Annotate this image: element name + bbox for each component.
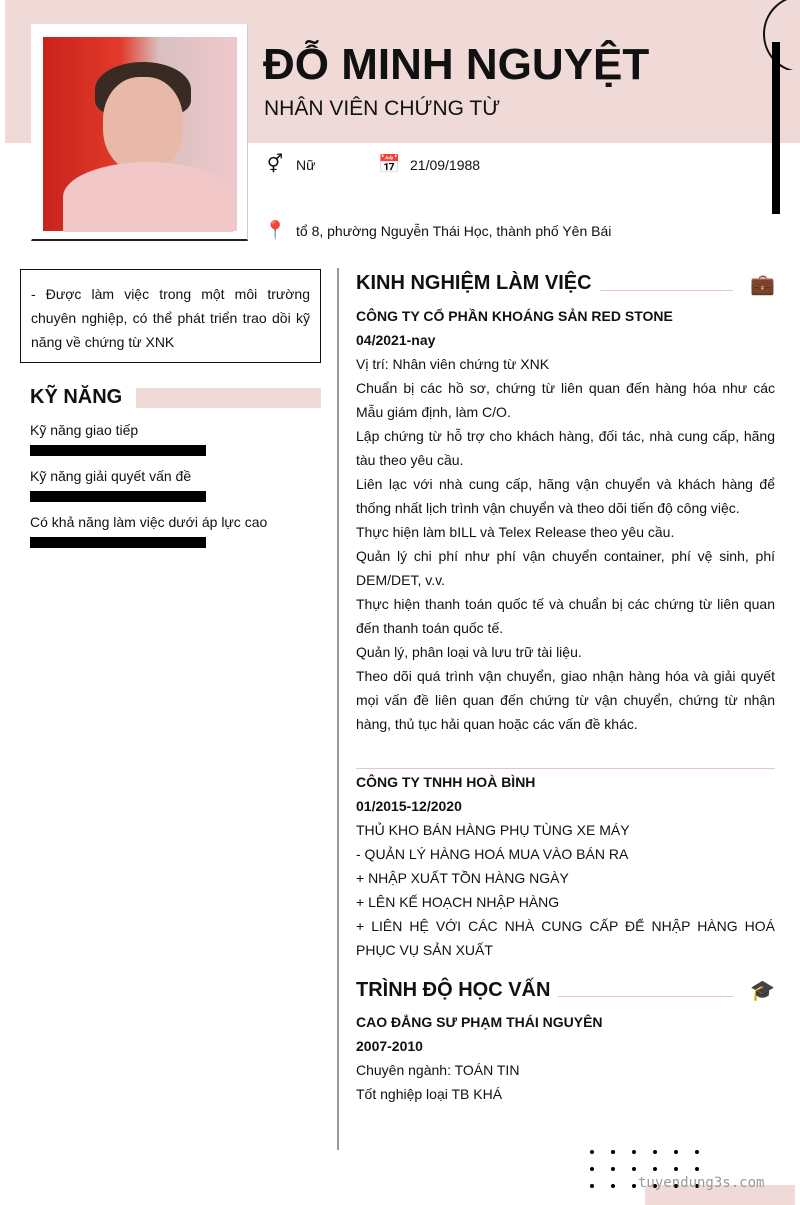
calendar-icon: 📅 [378,154,401,174]
dob-text: 21/09/1988 [410,156,481,173]
briefcase-icon: 💼 [750,274,775,296]
job-2 [356,770,775,962]
education-heading: TRÌNH ĐỘ HỌC VẤN [356,979,551,1001]
skill-label: Có khả năng làm việc dưới áp lực cao [30,514,268,530]
experience-heading: KINH NGHIỆM LÀM VIỆC [356,272,592,294]
job-line: Liên lạc với nhà cung cấp, hãng vận chuyển và khách hàng để thống nhất lịch trình vận chuyển và theo dõi tiến độ công việc. [356,476,775,516]
photo-frame [31,24,248,241]
skill-label: Kỹ năng giải quyết vấn đề [30,468,192,484]
gender-text: Nữ [296,156,316,173]
skill-bar [30,537,206,548]
watermark: tuyendung3s.com [638,1175,765,1191]
job-line: Quản lý chi phí như phí vận chuyển container, phí vệ sinh, phí DEM/DET, v.v. [356,548,775,588]
job-line: Thực hiện thanh toán quốc tế và chuẩn bị các chứng từ liên quan đến thanh toán quốc tế. [356,596,775,636]
job-1 [356,304,775,736]
job-line: Theo dõi quá trình vận chuyển, giao nhận hàng hóa và giải quyết mọi vấn đề liên quan đến chứng từ vận chuyển, chứng từ nhận hàng, thủ tục hải quan hoặc các vấn đề khác. [356,668,775,732]
job-line: - QUẢN LÝ HÀNG HOÁ MUA VÀO BÁN RA [356,846,629,862]
job-line: Vị trí: Nhân viên chứng từ XNK [356,356,550,372]
job-period: 04/2021-nay [356,332,436,348]
graduation-cap-icon: 🎓 [750,980,775,1002]
education-line: Chuyên ngành: TOÁN TIN [356,1062,520,1078]
address-info [264,220,611,241]
heading-line [558,996,733,997]
job-line: THỦ KHO BÁN HÀNG PHỤ TÙNG XE MÁY [356,822,630,838]
job-line: + LÊN KẾ HOẠCH NHẬP HÀNG [356,894,560,910]
location-pin-icon: 📍 [264,220,287,240]
company-name: CÔNG TY TNHH HOÀ BÌNH [356,774,536,790]
job-line: Quản lý, phân loại và lưu trữ tài liệu. [356,644,582,660]
skills-heading: KỸ NĂNG [30,386,123,408]
job-separator [356,768,775,769]
company-name: CÔNG TY CỔ PHẦN KHOÁNG SẢN RED STONE [356,308,673,324]
education-line: Tốt nghiệp loại TB KHÁ [356,1086,503,1102]
skill-label: Kỹ năng giao tiếp [30,422,139,438]
column-divider [337,268,339,1150]
job-period: 01/2015-12/2020 [356,798,462,814]
decorative-bar [772,42,780,214]
dob-info [378,154,480,175]
decorative-circle [760,0,800,70]
job-line: + LIÊN HỆ VỚI CÁC NHÀ CUNG CẤP ĐỂ NHẬP HÀNG HOÁ PHỤC VỤ SẢN XUẤT [356,918,775,958]
heading-line [600,290,733,291]
candidate-name: ĐỖ MINH NGUYỆT [263,40,650,89]
job-line: Lập chứng từ hỗ trợ cho khách hàng, đối tác, nhà cung cấp, hãng tàu theo yêu cầu. [356,428,775,468]
objective-box: - Được làm việc trong một môi trường chuyên nghiệp, có thể phát triển trao dồi kỹ năng về chứng từ XNK [20,269,321,363]
gender-info [264,154,315,175]
education-period: 2007-2010 [356,1038,423,1054]
job-line: Chuẩn bị các hồ sơ, chứng từ liên quan đến hàng hóa như các Mẫu giám định, làm C/O. [356,380,775,420]
job-line: + NHẬP XUẤT TỒN HÀNG NGÀY [356,870,569,886]
address-text: tổ 8, phường Nguyễn Thái Học, thành phố Yên Bái [296,222,612,239]
skill-bar [30,445,206,456]
job-line: Thực hiện làm bILL và Telex Release theo yêu cầu. [356,524,675,540]
gender-icon: ⚥ [266,154,284,174]
skills-heading-bar [136,388,321,408]
education-block [356,1010,775,1106]
profile-photo [43,37,237,231]
skill-bar [30,491,206,502]
school-name: CAO ĐẲNG SƯ PHẠM THÁI NGUYÊN [356,1014,603,1030]
candidate-role: NHÂN VIÊN CHỨNG TỪ [264,97,501,120]
